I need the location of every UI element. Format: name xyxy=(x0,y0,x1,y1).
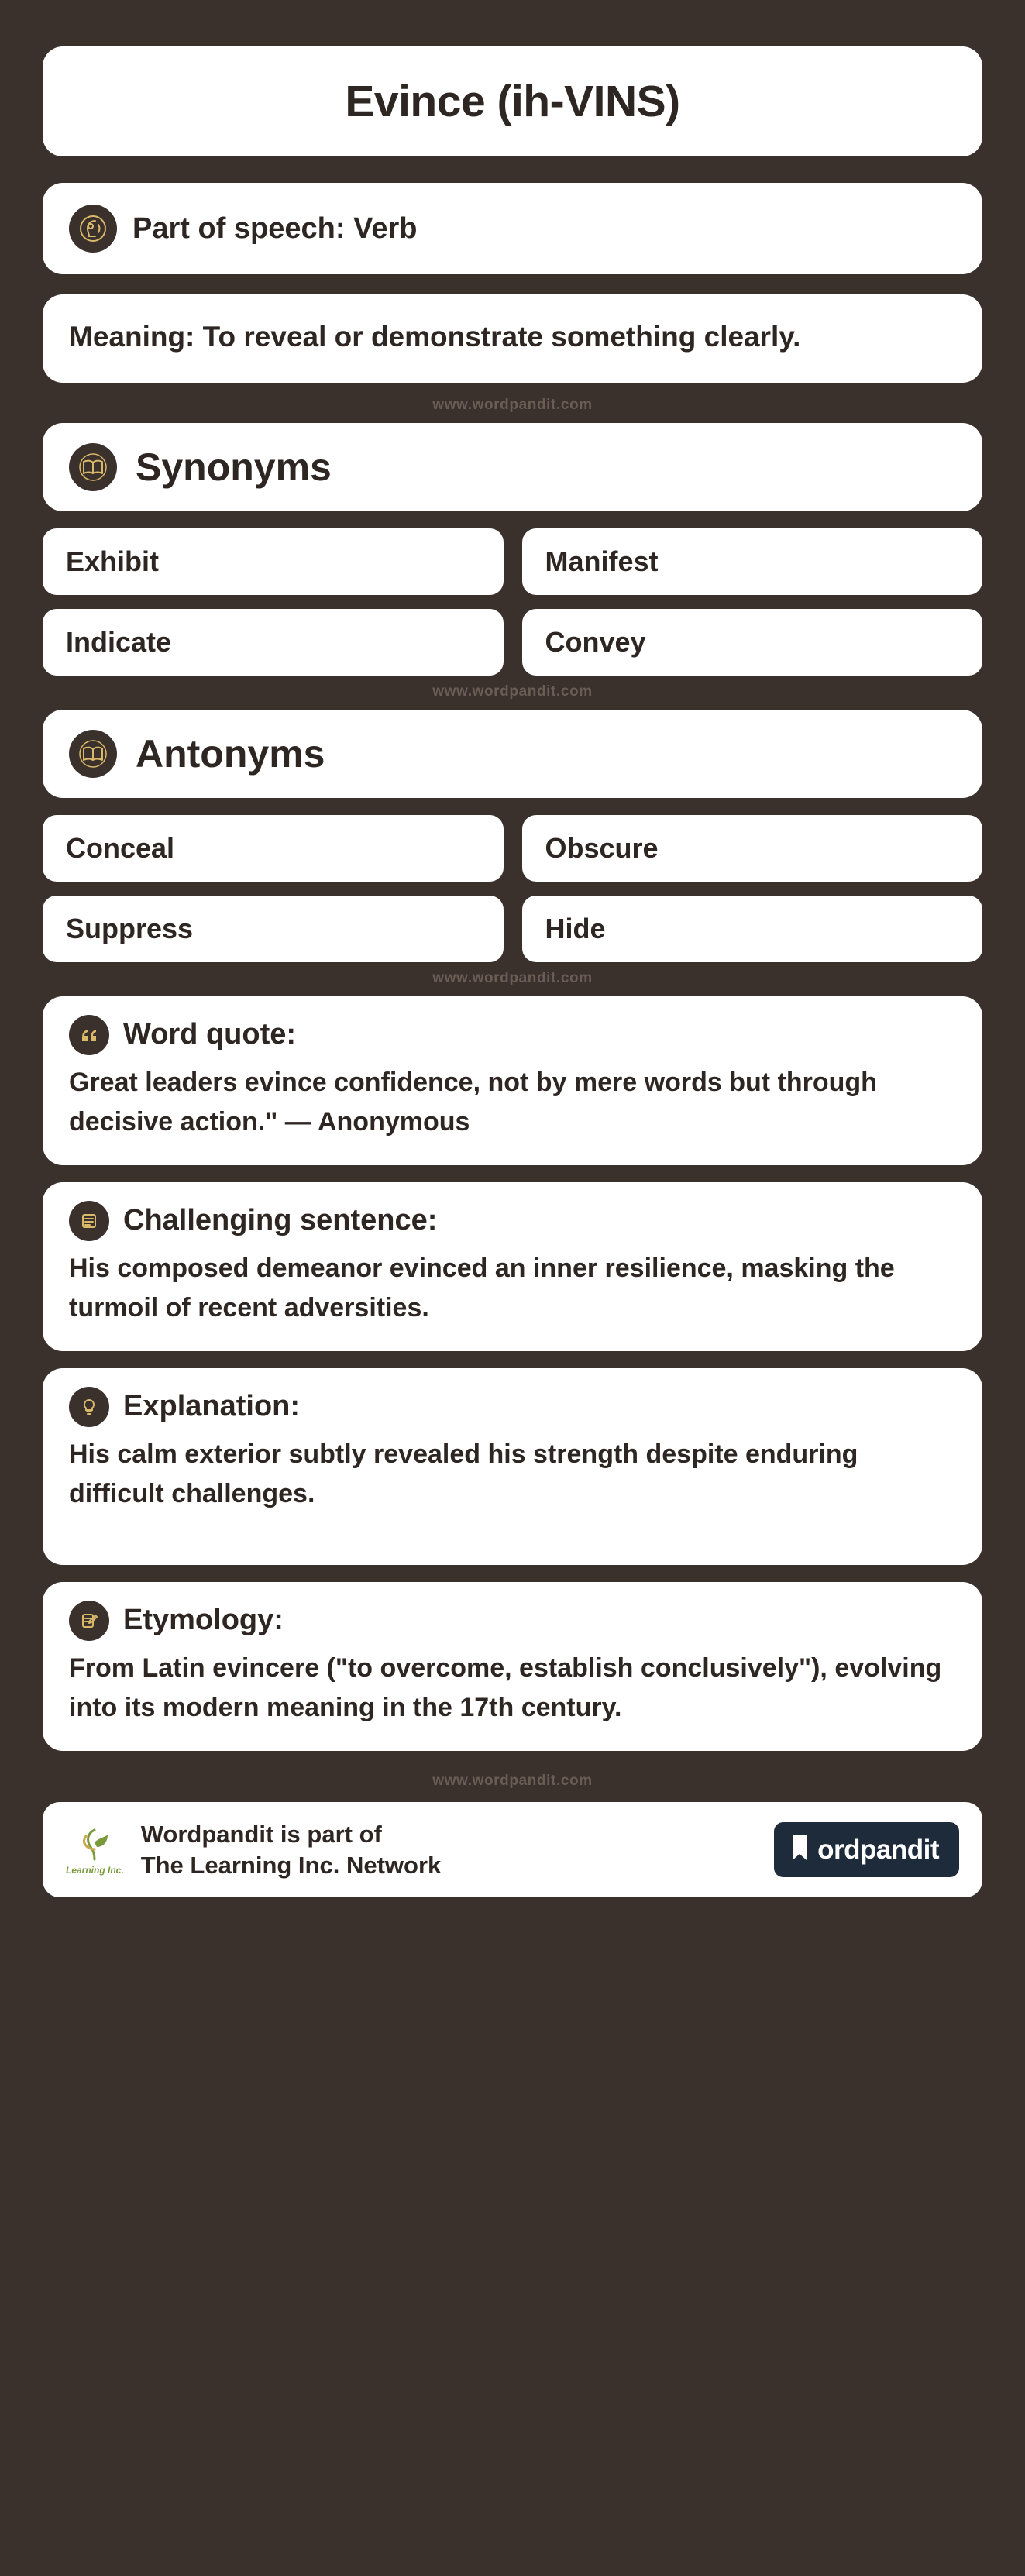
challenging-sentence-header xyxy=(69,1201,956,1241)
footer-branding xyxy=(66,1819,441,1880)
quote-icon xyxy=(69,1015,109,1055)
challenging-sentence-card xyxy=(43,1182,982,1351)
part-of-speech-text: Part of speech: Verb xyxy=(132,212,418,245)
lightbulb-book-icon xyxy=(69,1387,109,1427)
synonyms-title: Synonyms xyxy=(136,445,332,489)
list-item: Indicate xyxy=(43,609,504,676)
footer-card xyxy=(43,1802,982,1897)
meaning-text: Meaning: To reveal or demonstrate something clearly. xyxy=(69,321,801,353)
part-of-speech-card xyxy=(43,183,982,274)
list-item: Conceal xyxy=(43,815,504,882)
word-quote-header xyxy=(69,1015,956,1055)
synonyms-header xyxy=(43,423,982,511)
writing-hand-icon xyxy=(69,1601,109,1641)
footer-text xyxy=(141,1819,442,1880)
list-item: Hide xyxy=(522,896,983,962)
word-quote-card xyxy=(43,996,982,1165)
antonyms-list xyxy=(43,815,982,962)
open-book-icon xyxy=(69,730,117,778)
list-item: Obscure xyxy=(522,815,983,882)
etymology-header xyxy=(69,1601,956,1641)
watermark-2: www.wordpandit.com xyxy=(432,683,593,700)
footer-line-2: The Learning Inc. Network xyxy=(140,1851,442,1879)
word-title-card xyxy=(43,46,982,156)
speaking-head-icon xyxy=(69,205,117,253)
list-item: Suppress xyxy=(43,896,504,962)
etymology-label: Etymology: xyxy=(123,1604,284,1637)
open-book-icon xyxy=(69,443,117,491)
word-quote-text: Great leaders evince confidence, not by mere words but through decisive action." — Anonymous xyxy=(69,1067,877,1137)
footer-line-1: Wordpandit is part of xyxy=(140,1820,382,1848)
explanation-card xyxy=(43,1368,982,1565)
wordpandit-logo[interactable] xyxy=(774,1822,959,1877)
explanation-label: Explanation: xyxy=(123,1390,301,1423)
watermark-3: www.wordpandit.com xyxy=(432,969,593,986)
meaning-card xyxy=(43,294,982,383)
wordpandit-logo-text: ordpandit xyxy=(817,1834,939,1865)
list-item: Manifest xyxy=(522,528,983,595)
learning-inc-logo-icon xyxy=(66,1825,124,1875)
challenging-sentence-text: His composed demeanor evinced an inner resilience, masking the turmoil of recent adversities. xyxy=(69,1253,895,1322)
explanation-text: His calm exterior subtly revealed his strength despite enduring difficult challenges. xyxy=(69,1439,858,1508)
synonyms-list xyxy=(43,528,982,676)
watermark-1: www.wordpandit.com xyxy=(432,396,593,413)
antonyms-header xyxy=(43,710,982,798)
explanation-header xyxy=(69,1387,956,1427)
word-quote-label: Word quote: xyxy=(123,1018,297,1051)
learning-inc-caption: Learning Inc. xyxy=(66,1864,124,1876)
etymology-card xyxy=(43,1582,982,1751)
bookmark-icon xyxy=(789,1833,810,1866)
challenging-sentence-label: Challenging sentence: xyxy=(123,1204,438,1237)
document-lines-icon xyxy=(69,1201,109,1241)
antonyms-title: Antonyms xyxy=(136,731,325,776)
etymology-text: From Latin evincere ("to overcome, establish conclusively"), evolving into its modern meaning in the 17th century. xyxy=(69,1653,942,1722)
list-item: Exhibit xyxy=(43,528,504,595)
watermark-4: www.wordpandit.com xyxy=(432,1772,593,1789)
list-item: Convey xyxy=(522,609,983,676)
page-title: Evince (ih-VINS) xyxy=(345,77,680,126)
